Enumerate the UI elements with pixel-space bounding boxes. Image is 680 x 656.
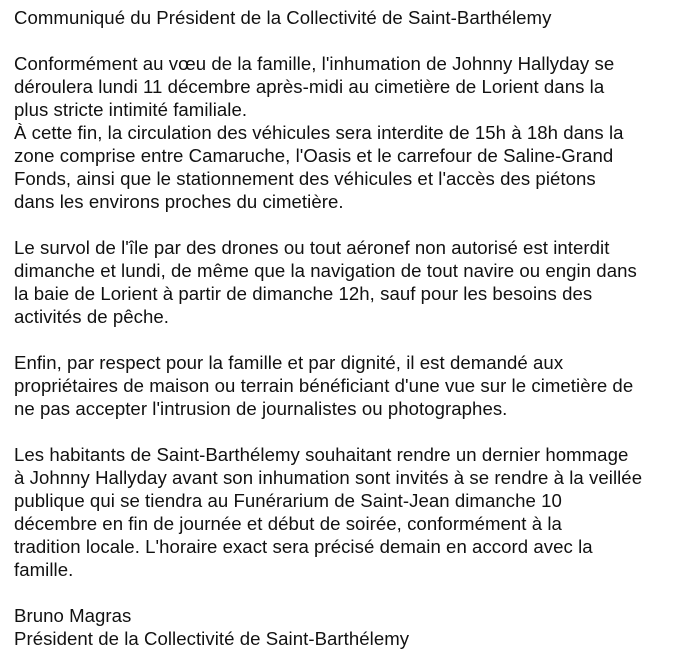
signature-block: [14, 604, 680, 650]
text-line: famille.: [14, 559, 74, 580]
text-line: dans les environs proches du cimetière.: [14, 191, 344, 212]
text-line: décembre en fin de journée et début de soirée, conformément à la: [14, 513, 562, 534]
text-line: publique qui se tiendra au Funérarium de Saint-Jean dimanche 10: [14, 490, 562, 511]
text-line: Le survol de l'île par des drones ou tout aéronef non autorisé est interdit: [14, 237, 610, 258]
text-line: Fonds, ainsi que le stationnement des véhicules et l'accès des piétons: [14, 168, 596, 189]
text-line: À cette fin, la circulation des véhicules sera interdite de 15h à 18h dans la: [14, 122, 624, 143]
text-line: ne pas accepter l'intrusion de journalistes ou photographes.: [14, 398, 508, 419]
signatory-name: Bruno Magras: [14, 605, 132, 626]
text-line: activités de pêche.: [14, 306, 169, 327]
text-line: Les habitants de Saint-Barthélemy souhaitant rendre un dernier hommage: [14, 444, 629, 465]
text-line: dimanche et lundi, de même que la navigation de tout navire ou engin dans: [14, 260, 637, 281]
paragraph-vigil: [14, 443, 680, 581]
text-line: tradition locale. L'horaire exact sera précisé demain en accord avec la: [14, 536, 593, 557]
text-line: Enfin, par respect pour la famille et par dignité, il est demandé aux: [14, 352, 564, 373]
paragraph-airspace: [14, 236, 680, 328]
paragraph-privacy: [14, 351, 680, 420]
paragraph-burial: [14, 52, 680, 213]
document-title: Communiqué du Président de la Collectivité de Saint-Barthélemy: [14, 7, 552, 28]
document-title-block: [14, 6, 680, 29]
signatory-role: Président de la Collectivité de Saint-Barthélemy: [14, 628, 410, 649]
text-line: propriétaires de maison ou terrain bénéficiant d'une vue sur le cimetière de: [14, 375, 634, 396]
text-line: Conformément au vœu de la famille, l'inhumation de Johnny Hallyday se: [14, 53, 615, 74]
text-line: à Johnny Hallyday avant son inhumation sont invités à se rendre à la veillée: [14, 467, 643, 488]
text-line: zone comprise entre Camaruche, l'Oasis et le carrefour de Saline-Grand: [14, 145, 614, 166]
text-line: la baie de Lorient à partir de dimanche 12h, sauf pour les besoins des: [14, 283, 593, 304]
text-line: déroulera lundi 11 décembre après-midi au cimetière de Lorient dans la: [14, 76, 605, 97]
text-line: plus stricte intimité familiale.: [14, 99, 248, 120]
